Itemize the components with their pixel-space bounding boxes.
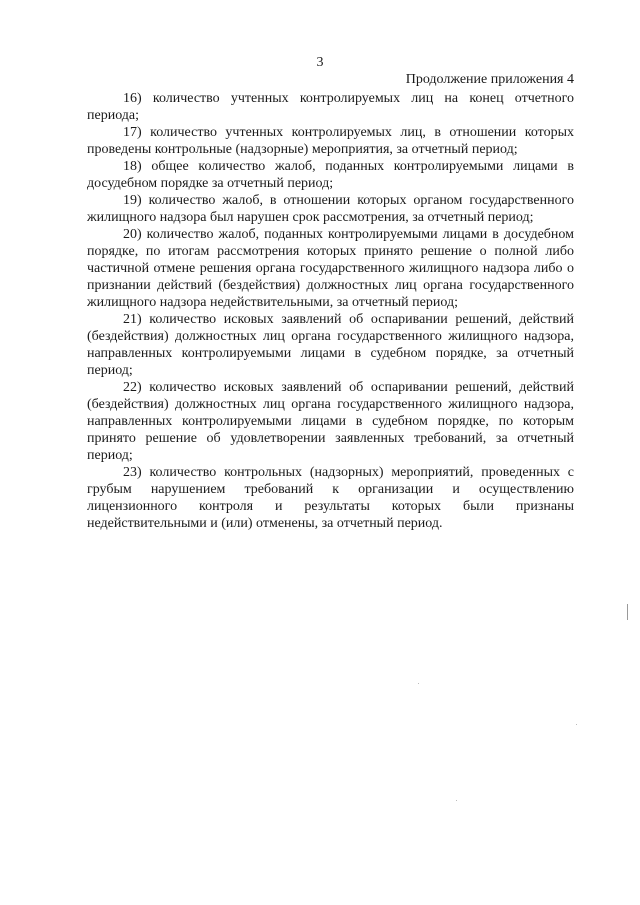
list-item-16: 16) количество учтенных контролируемых лиц на конец отчетного периода; [87, 91, 574, 123]
list-item-21: 21) количество исковых заявлений об оспаривании решений, действий (бездействия) должностных лиц органа государственного жилищного надзора, направленных контролируемыми лицами в судебном порядке, за отчетный период; [87, 312, 574, 378]
list-item-18: 18) общее количество жалоб, поданных контролируемыми лицами в досудебном порядке за отчетный период; [87, 159, 574, 191]
scan-artifact-dot [418, 683, 419, 684]
list-item-20: 20) количество жалоб, поданных контролируемыми лицами в досудебном порядке, по итогам рассмотрения которых принято решение о полной либо частичной отмене решения органа государственного жилищного надзора либо о признании действий (бездействия) должностных лиц органа государственного жилищного надзора недействительными, за отчетный период; [87, 227, 574, 310]
list-item-23: 23) количество контрольных (надзорных) мероприятий, проведенных с грубым нарушением требований к организации и осуществлению лицензионного контроля и результаты которых были признаны недействительными и (или) отменены, за отчетный период. [87, 465, 574, 531]
scan-artifact-dot [576, 724, 577, 725]
document-body [87, 90, 574, 532]
list-item-22: 22) количество исковых заявлений об оспаривании решений, действий (бездействия) должностных лиц органа государственного жилищного надзора, направленных контролируемыми лицами в судебном порядке, по которым принято решение об удовлетворении заявленных требований, за отчетный период; [87, 380, 574, 463]
scan-artifact-mark [627, 604, 628, 620]
list-item-19: 19) количество жалоб, в отношении которых органом государственного жилищного надзора был нарушен срок рассмотрения, за отчетный период; [87, 193, 574, 225]
appendix-continuation-header: Продолжение приложения 4 [405, 72, 574, 87]
scan-artifact-dot [456, 800, 457, 801]
list-item-17: 17) количество учтенных контролируемых лиц, в отношении которых проведены контрольные (надзорные) мероприятия, за отчетный период; [87, 125, 574, 157]
page-number: 3 [316, 55, 324, 70]
